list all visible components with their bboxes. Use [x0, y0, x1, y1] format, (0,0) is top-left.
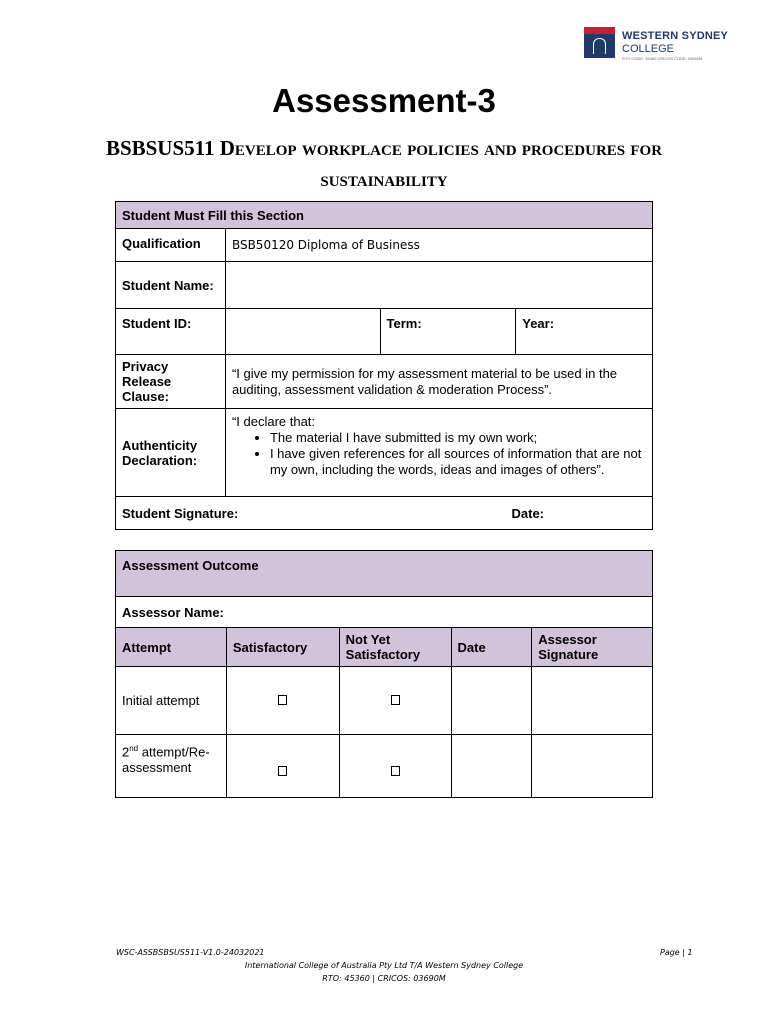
initial-date-cell[interactable] [451, 667, 532, 735]
student-id-field[interactable] [225, 309, 380, 355]
student-name-field[interactable] [225, 262, 652, 309]
column-header-not-yet-satisfactory: Not Yet Satisfactory [339, 628, 451, 667]
checkbox-icon[interactable] [391, 766, 400, 776]
college-crest-icon [584, 27, 615, 58]
second-date-cell[interactable] [451, 735, 532, 798]
privacy-text: “I give my permission for my assessment material to be used in the auditing, assessment validation & moderation Process”. [225, 355, 652, 409]
unit-subtitle: BSBSUS511 Develop workplace policies and procedures for sustainability [105, 136, 663, 191]
second-attempt-number: 2 [122, 744, 130, 760]
authenticity-declaration [225, 409, 652, 497]
student-section-table [115, 201, 653, 530]
checkbox-icon[interactable] [391, 695, 400, 705]
logo-name-line2: COLLEGE [622, 43, 674, 55]
outcome-header: Assessment Outcome [116, 551, 653, 597]
qualification-value: BSB50120 Diploma of Business [225, 229, 652, 262]
footer-doc-code: WSC-ASSBSBSUS511-V1.0-24032021 [116, 948, 265, 957]
footer-registration: RTO: 45360 | CRICOS: 03690M [322, 974, 446, 983]
checkbox-icon[interactable] [278, 695, 287, 705]
footer-page-number: Page | 1 [660, 948, 693, 957]
year-label: Year: [522, 316, 555, 331]
assessor-name-row[interactable] [116, 597, 653, 628]
second-signature-cell[interactable] [532, 735, 653, 798]
column-header-satisfactory: Satisfactory [226, 628, 339, 667]
table-row [116, 667, 653, 735]
term-field[interactable] [380, 309, 516, 355]
authenticity-point: • I have given references for all sources of information that are not my own, including the words, ideas and images of others”. [270, 446, 646, 478]
student-signature-label: Student Signature: [122, 505, 239, 521]
privacy-label: Privacy Release Clause: [116, 355, 226, 409]
college-logo [584, 25, 729, 67]
second-not-yet-cell[interactable] [339, 735, 451, 798]
table-row [116, 735, 653, 798]
column-header-assessor-signature: Assessor Signature [532, 628, 653, 667]
logo-codes: RTO CODE: 45360 CRICOS CODE: 03690M [622, 56, 703, 61]
second-attempt-label [116, 735, 227, 798]
student-signature-row[interactable] [116, 497, 653, 530]
student-id-label: Student ID: [116, 309, 226, 355]
authenticity-intro: “I declare that: [231, 414, 316, 429]
year-field[interactable] [516, 309, 653, 355]
column-header-attempt: Attempt [116, 628, 227, 667]
second-attempt-text: attempt/Re-assessment [122, 744, 210, 776]
authenticity-point: • The material I have submitted is my own work; [270, 430, 646, 446]
signature-date-label: Date: [511, 505, 545, 521]
student-name-label: Student Name: [116, 262, 226, 309]
term-label: Term: [386, 316, 422, 331]
page-title: Assessment-3 [272, 82, 496, 119]
initial-satisfactory-cell[interactable] [226, 667, 339, 735]
initial-signature-cell[interactable] [532, 667, 653, 735]
assessment-outcome-table [115, 550, 653, 798]
logo-name-line1: WESTERN SYDNEY [622, 30, 729, 42]
authenticity-label: Authenticity Declaration: [116, 409, 226, 497]
footer-company: International College of Australia Pty Ltd T/A Western Sydney College [244, 961, 524, 970]
qualification-label: Qualification [116, 229, 226, 262]
second-satisfactory-cell[interactable] [226, 735, 339, 798]
checkbox-icon[interactable] [278, 766, 287, 776]
initial-attempt-label: Initial attempt [116, 667, 227, 735]
student-section-header: Student Must Fill this Section [116, 202, 653, 229]
second-attempt-suffix: nd [129, 744, 139, 753]
assessor-name-label: Assessor Name: [122, 604, 224, 620]
initial-not-yet-cell[interactable] [339, 667, 451, 735]
column-header-date: Date [451, 628, 532, 667]
authenticity-points [232, 430, 646, 478]
